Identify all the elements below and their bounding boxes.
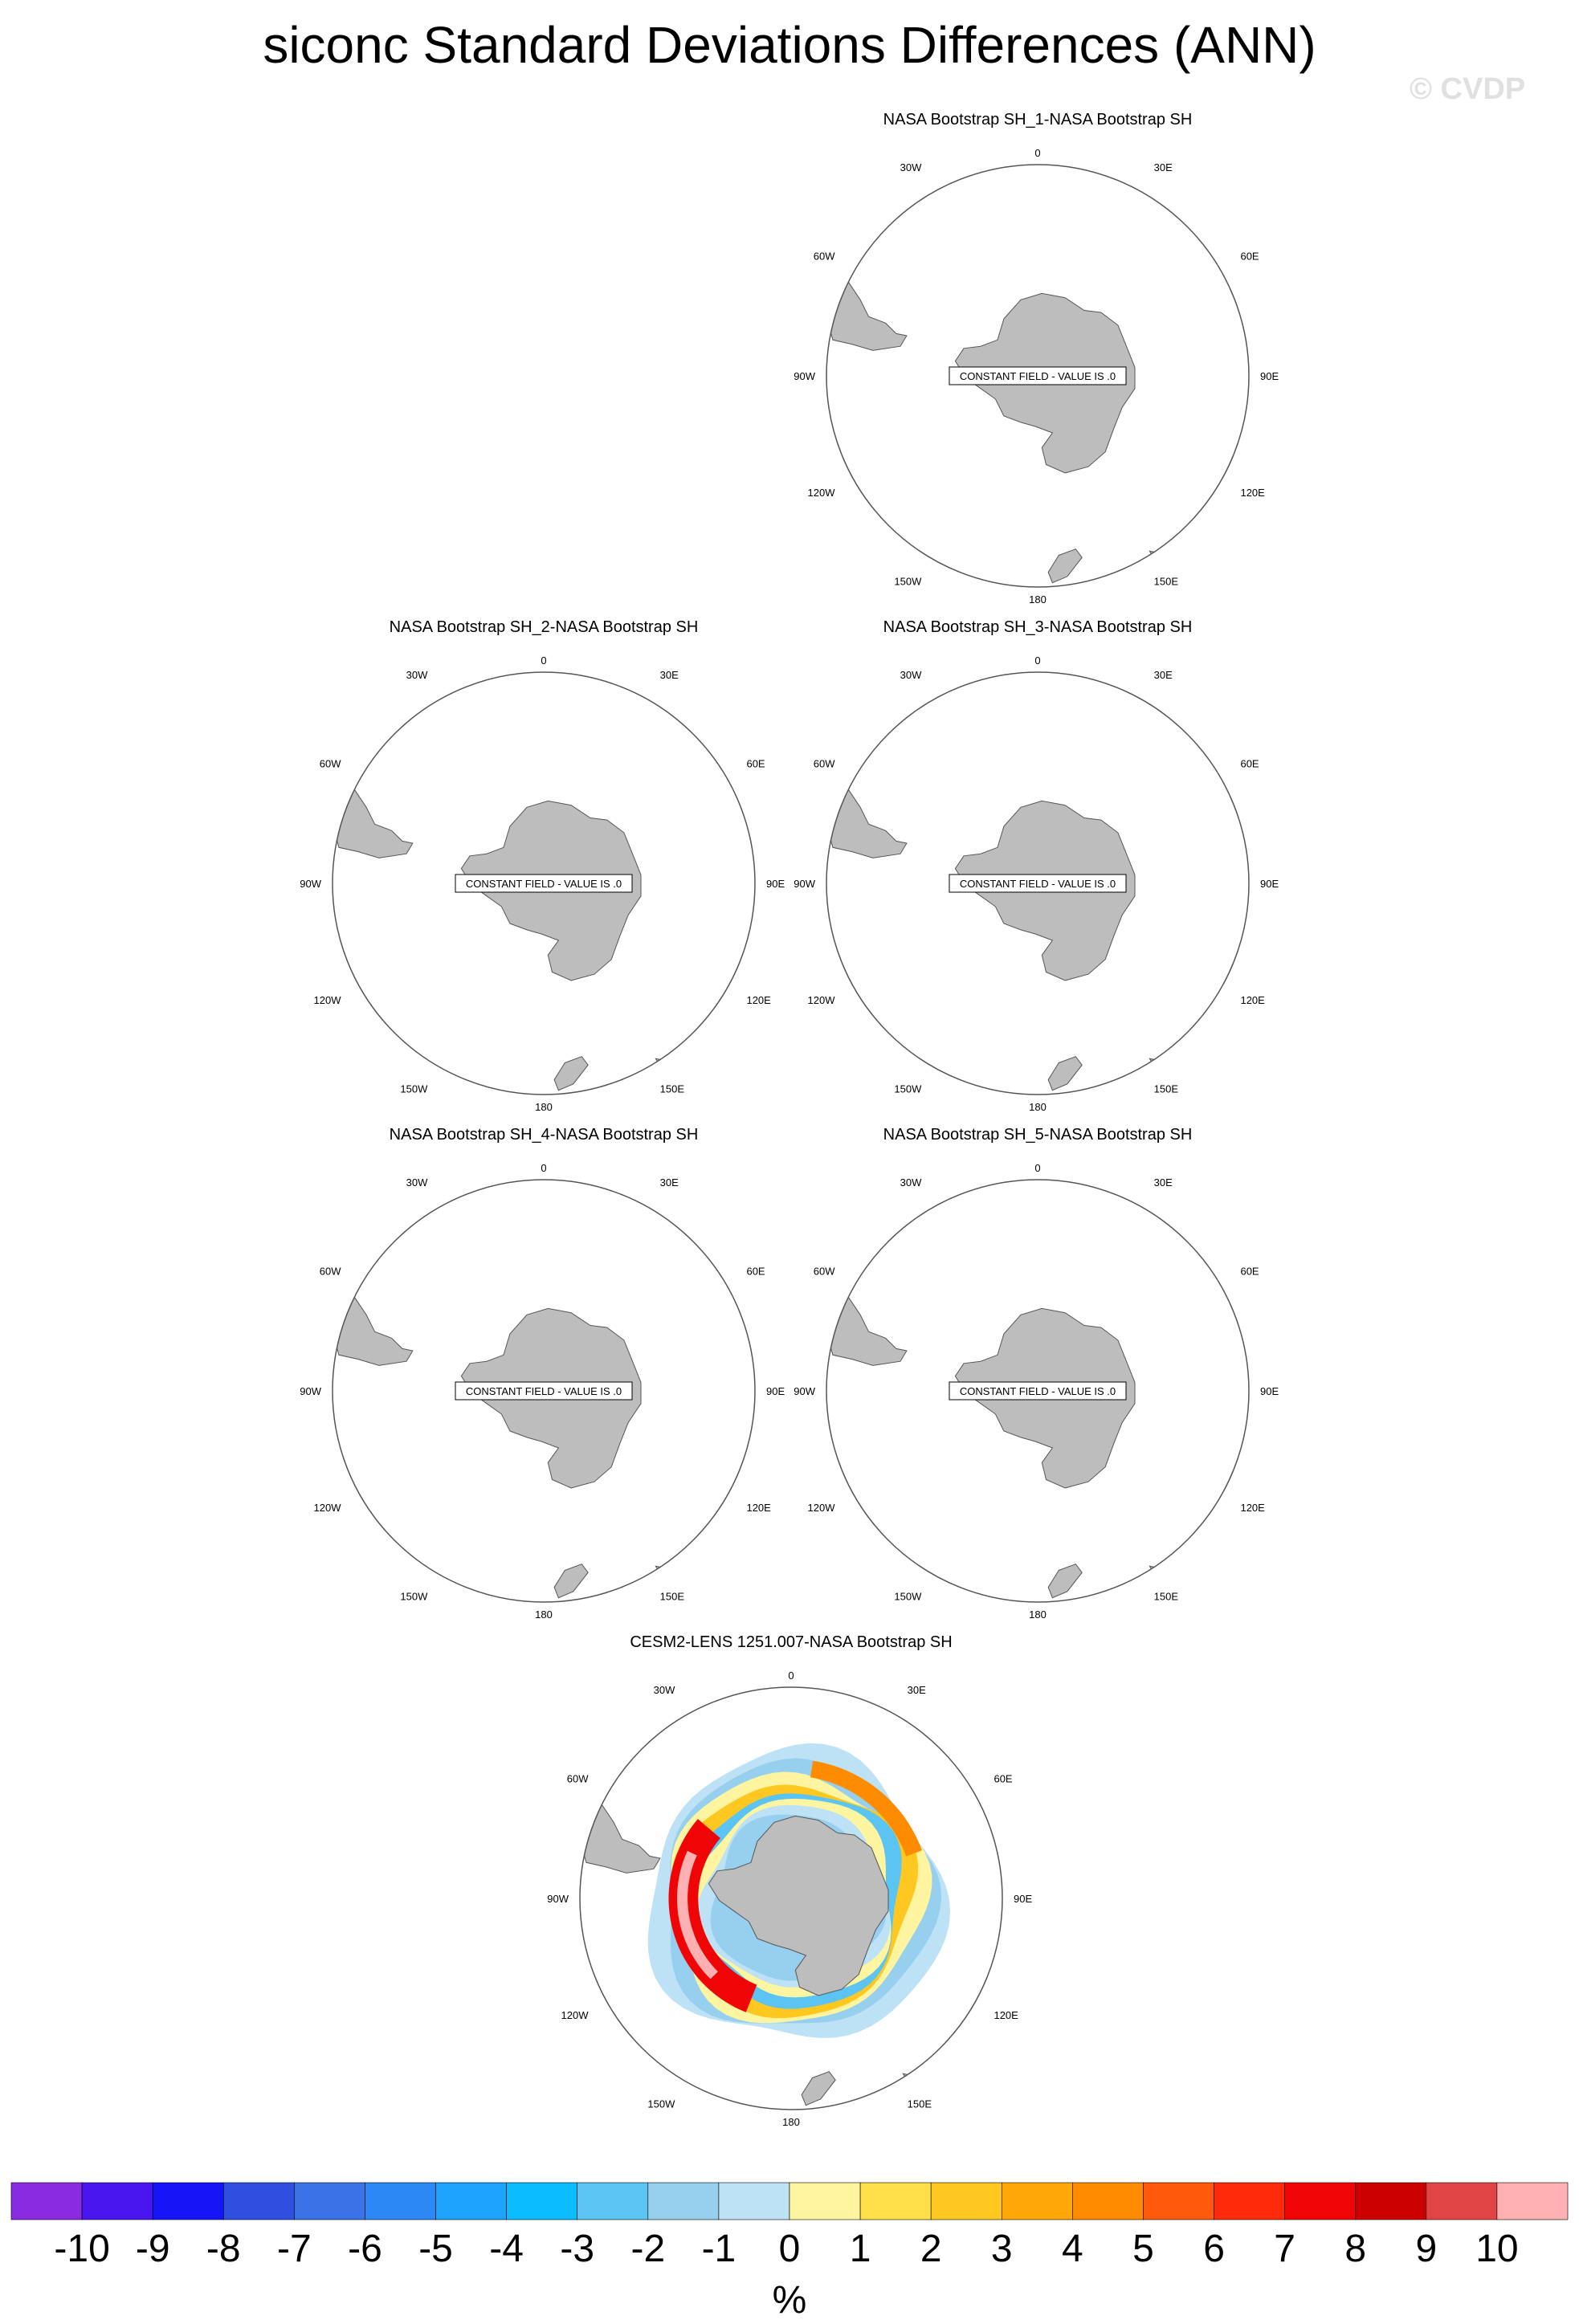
longitude-label: 120W — [313, 1501, 341, 1514]
longitude-label: 90E — [1260, 878, 1279, 890]
colorbar-tick-label: -3 — [560, 2228, 595, 2270]
colorbar-tick-label: -4 — [489, 2228, 524, 2270]
colorbar-swatch — [1285, 2183, 1356, 2220]
panel-title: CESM2-LENS 1251.007-NASA Bootstrap SH — [630, 1633, 953, 1651]
colorbar-swatch — [1356, 2183, 1426, 2220]
colorbar-tick-label: 4 — [1062, 2228, 1083, 2270]
longitude-label: 90E — [766, 878, 785, 890]
watermark: © CVDP — [1410, 72, 1526, 106]
colorbar-swatch — [648, 2183, 719, 2220]
longitude-label: 30W — [900, 1176, 922, 1189]
colorbar-tick-label: -8 — [206, 2228, 241, 2270]
longitude-label: 30W — [653, 1683, 675, 1696]
colorbar-tick-label: -5 — [418, 2228, 453, 2270]
colorbar-swatch — [11, 2183, 82, 2220]
longitude-label: 60E — [1240, 757, 1259, 770]
longitude-label: 60E — [994, 1772, 1013, 1785]
longitude-label: 60E — [1240, 1265, 1259, 1278]
colorbar-swatch — [1426, 2183, 1497, 2220]
longitude-label: 90W — [794, 1385, 815, 1397]
colorbar-swatch — [507, 2183, 577, 2220]
colorbar-tick-label: 7 — [1274, 2228, 1295, 2270]
longitude-label: 30E — [907, 1683, 926, 1696]
colorbar-tick-label: 5 — [1132, 2228, 1154, 2270]
colorbar-tick-label: 2 — [920, 2228, 942, 2270]
longitude-label: 120W — [313, 993, 341, 1006]
longitude-label: 60W — [319, 1265, 341, 1278]
panel-title: NASA Bootstrap SH_4-NASA Bootstrap SH — [389, 1126, 699, 1144]
colorbar-swatch — [153, 2183, 223, 2220]
longitude-label: 90W — [547, 1893, 569, 1905]
longitude-label: 0 — [1034, 654, 1041, 667]
longitude-label: 30E — [659, 1176, 679, 1189]
longitude-label: 180 — [1029, 593, 1047, 605]
colorbar-swatch — [1002, 2183, 1072, 2220]
longitude-label: 120E — [746, 993, 771, 1006]
longitude-label: 150W — [894, 575, 922, 588]
colorbar-swatch — [1214, 2183, 1285, 2220]
colorbar-tick-label: 0 — [778, 2228, 801, 2270]
constant-field-note: CONSTANT FIELD - VALUE IS .0 — [959, 1385, 1116, 1397]
longitude-label: 150E — [907, 2098, 932, 2110]
colorbar-swatch — [1072, 2183, 1143, 2220]
longitude-label: 150W — [400, 1590, 428, 1603]
longitude-label: 90W — [300, 1385, 321, 1397]
longitude-label: 120W — [807, 1501, 835, 1514]
constant-field-note: CONSTANT FIELD - VALUE IS .0 — [959, 370, 1116, 382]
colorbar-tick-label: 3 — [990, 2228, 1013, 2270]
colorbar-tick-label: 8 — [1344, 2228, 1367, 2270]
colorbar-swatch — [436, 2183, 507, 2220]
longitude-label: 60W — [319, 757, 341, 770]
colorbar-swatch — [294, 2183, 365, 2220]
colorbar-tick-label: -2 — [630, 2228, 666, 2270]
colorbar-tick-label: -1 — [701, 2228, 736, 2270]
longitude-label: 30W — [406, 1176, 428, 1189]
colorbar-swatch — [577, 2183, 648, 2220]
colorbar-swatch — [860, 2183, 931, 2220]
longitude-label: 180 — [1029, 1101, 1047, 1113]
colorbar-swatch — [1497, 2183, 1568, 2220]
longitude-label: 30W — [406, 668, 428, 681]
constant-field-note: CONSTANT FIELD - VALUE IS .0 — [465, 1385, 622, 1397]
longitude-label: 150W — [894, 1082, 922, 1095]
longitude-label: 30E — [1153, 161, 1173, 173]
longitude-label: 120W — [807, 993, 835, 1006]
page-title: siconc Standard Deviations Differences (ANN) — [263, 16, 1316, 74]
longitude-label: 150W — [647, 2098, 675, 2110]
colorbar-swatch — [365, 2183, 435, 2220]
longitude-label: 150E — [659, 1590, 685, 1603]
longitude-label: 60W — [566, 1772, 589, 1785]
colorbar-tick-label: -9 — [135, 2228, 170, 2270]
colorbar-swatch — [790, 2183, 860, 2220]
longitude-label: 150W — [894, 1590, 922, 1603]
longitude-label: 90E — [766, 1385, 785, 1397]
longitude-label: 120E — [1240, 993, 1265, 1006]
colorbar-swatch — [223, 2183, 294, 2220]
longitude-label: 120W — [807, 486, 835, 499]
longitude-label: 180 — [535, 1101, 553, 1113]
longitude-label: 90W — [300, 878, 321, 890]
longitude-label: 0 — [541, 1162, 547, 1174]
colorbar-tick-label: 6 — [1203, 2228, 1225, 2270]
colorbar-swatch — [931, 2183, 1002, 2220]
colorbar-tick-label: 9 — [1415, 2228, 1438, 2270]
longitude-label: 90E — [1014, 1893, 1033, 1905]
longitude-label: 150E — [1153, 575, 1179, 588]
longitude-label: 120E — [1240, 486, 1265, 499]
longitude-label: 90E — [1260, 1385, 1279, 1397]
colorbar-tick-label: -6 — [348, 2228, 382, 2270]
longitude-label: 150E — [1153, 1590, 1179, 1603]
colorbar-tick-label: 10 — [1475, 2228, 1519, 2270]
longitude-label: 150W — [400, 1082, 428, 1095]
colorbar-tick-label: -10 — [54, 2228, 110, 2270]
panel-title: NASA Bootstrap SH_2-NASA Bootstrap SH — [389, 618, 699, 636]
longitude-label: 30E — [659, 668, 679, 681]
longitude-label: 0 — [788, 1670, 794, 1682]
longitude-label: 60E — [746, 1265, 765, 1278]
colorbar-tick-label: 1 — [849, 2228, 871, 2270]
longitude-label: 90W — [794, 878, 815, 890]
longitude-label: 150E — [659, 1082, 685, 1095]
colorbar-tick-label: -7 — [277, 2228, 312, 2270]
colorbar-unit: % — [772, 2279, 807, 2322]
panel-title: NASA Bootstrap SH_3-NASA Bootstrap SH — [883, 618, 1193, 636]
constant-field-note: CONSTANT FIELD - VALUE IS .0 — [959, 878, 1116, 890]
longitude-label: 180 — [535, 1608, 553, 1621]
longitude-label: 60W — [813, 1265, 835, 1278]
longitude-label: 0 — [1034, 1162, 1041, 1174]
panel-title: NASA Bootstrap SH_1-NASA Bootstrap SH — [883, 111, 1193, 128]
longitude-label: 60E — [1240, 250, 1259, 263]
longitude-label: 120W — [561, 2008, 589, 2021]
longitude-label: 0 — [541, 654, 547, 667]
longitude-label: 120E — [994, 2008, 1018, 2021]
longitude-label: 150E — [1153, 1082, 1179, 1095]
longitude-label: 60E — [746, 757, 765, 770]
longitude-label: 120E — [746, 1501, 771, 1514]
longitude-label: 90W — [794, 370, 815, 382]
longitude-label: 90E — [1260, 370, 1279, 382]
longitude-label: 0 — [1034, 147, 1041, 159]
longitude-label: 60W — [813, 757, 835, 770]
colorbar-swatch — [719, 2183, 790, 2220]
constant-field-note: CONSTANT FIELD - VALUE IS .0 — [465, 878, 622, 890]
longitude-label: 30E — [1153, 668, 1173, 681]
longitude-label: 180 — [1029, 1608, 1047, 1621]
colorbar-swatch — [1143, 2183, 1214, 2220]
longitude-label: 30W — [900, 161, 922, 173]
longitude-label: 30E — [1153, 1176, 1173, 1189]
longitude-label: 180 — [782, 2116, 800, 2128]
longitude-label: 30W — [900, 668, 922, 681]
panel-title: NASA Bootstrap SH_5-NASA Bootstrap SH — [883, 1126, 1193, 1144]
longitude-label: 60W — [813, 250, 835, 263]
longitude-label: 120E — [1240, 1501, 1265, 1514]
colorbar-swatch — [82, 2183, 153, 2220]
